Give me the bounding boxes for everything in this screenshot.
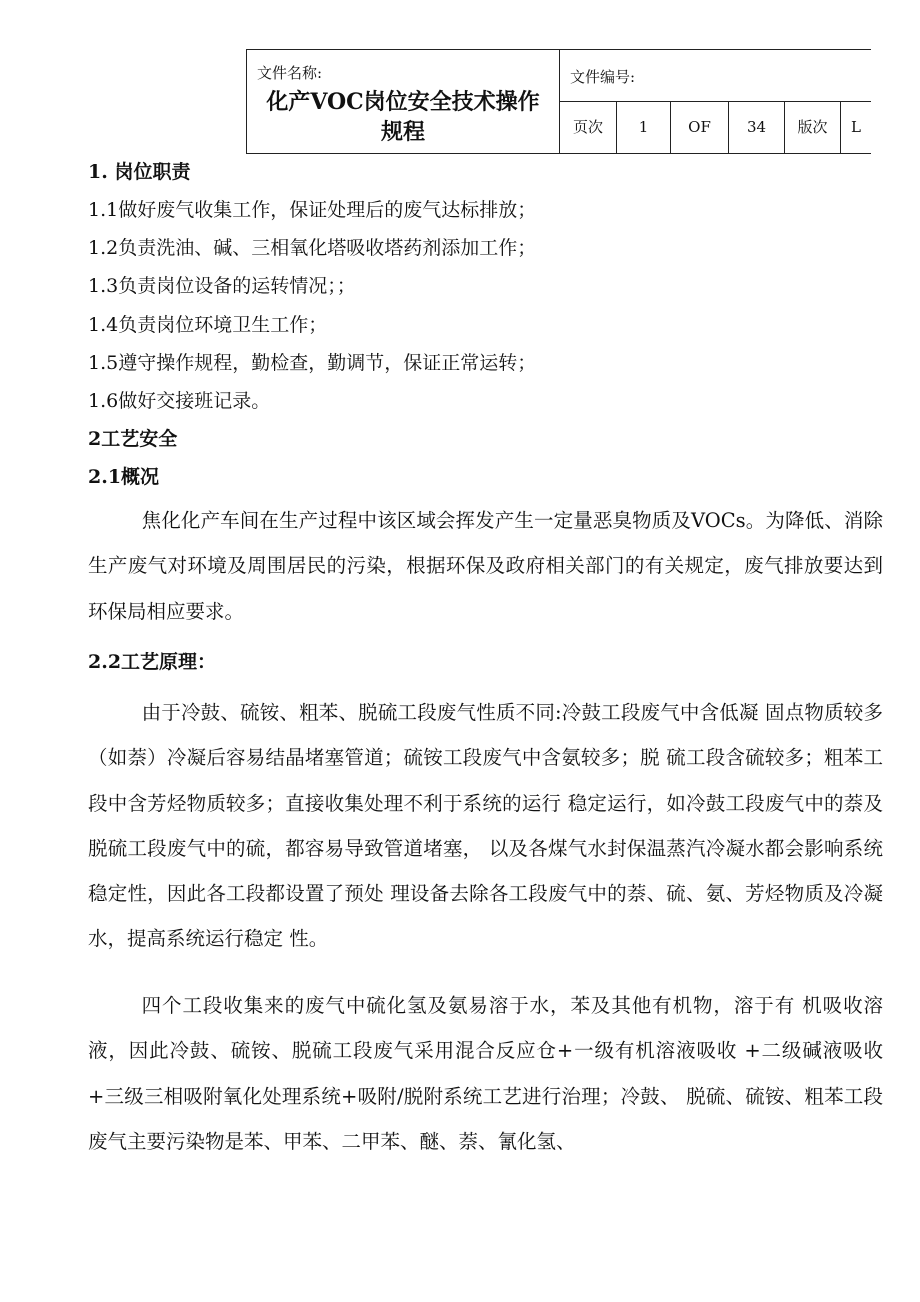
duty-item: 1.5遵守操作规程，勤检查，勤调节，保证正常运转； xyxy=(88,352,537,374)
document-title xyxy=(247,87,559,147)
duty-item: 1.1做好废气收集工作，保证处理后的废气达标排放； xyxy=(88,199,537,221)
of-label: OF xyxy=(671,102,729,153)
file-number-cell xyxy=(560,50,871,102)
duty-item: 1.2负责洗油、碱、三相氧化塔吸收塔药剂添加工作； xyxy=(88,237,537,259)
version-value: L xyxy=(851,118,861,136)
duty-item: 1.3负责岗位设备的运转情况；； xyxy=(88,275,356,297)
section2-1-heading: 2.1概况 xyxy=(88,466,160,488)
section1-heading: 1. 岗位职责 xyxy=(88,161,191,183)
duty-item: 1.4负责岗位环境卫生工作； xyxy=(88,314,328,336)
section2-heading: 2工艺安全 xyxy=(88,428,178,450)
document-header-table xyxy=(246,49,871,154)
duty-item: 1.6做好交接班记录。 xyxy=(88,390,271,412)
page-label: 页次 xyxy=(560,102,617,153)
document-title-line2: 规程 xyxy=(380,119,425,145)
section2-2-heading: 2.2工艺原理： xyxy=(88,651,217,673)
version-label: 版次 xyxy=(785,102,841,153)
page-number: 1 xyxy=(617,102,671,153)
total-pages: 34 xyxy=(729,102,785,153)
page-info-row xyxy=(560,102,871,153)
principle-paragraph-2: 四个工段收集来的废气中硫化氢及氨易溶于水，苯及其他有机物，溶于有 机吸收溶液，因此冷鼓、硫铵、脱硫工段废气采用混合反应仓+一级有机溶液吸收 +二级碱液吸收+三级三相吸附氧化处理系统+吸附/脱附系统工艺进行治理；冷鼓、 脱硫、硫铵、粗苯工段废气主要污染物是苯、甲苯、二甲苯、醚、萘、氰化氢、 xyxy=(88,994,883,1153)
file-name-cell xyxy=(247,50,560,153)
file-number-label: 文件编号: xyxy=(570,68,636,86)
file-name-label: 文件名称: xyxy=(257,64,323,82)
document-title-line1: 化产VOC岗位安全技术操作 xyxy=(266,89,540,115)
principle-paragraph-1: 由于冷鼓、硫铵、粗苯、脱硫工段废气性质不同:冷鼓工段废气中含低凝 固点物质较多（如萘）冷凝后容易结晶堵塞管道；硫铵工段废气中含氨较多；脱 硫工段含硫较多；粗苯工段中含芳烃物质较多；直接收集处理不利于系统的运行 稳定运行，如冷鼓工段废气中的萘及脱硫工段废气中的硫，都容易导致管道堵塞， 以及各煤气水封保温蒸汽冷凝水都会影响系统稳定性，因此各工段都设置了预处 理设备去除各工段废气中的萘、硫、氨、芳烃物质及冷凝水，提高系统运行稳定 性。 xyxy=(88,701,883,951)
overview-paragraph: 焦化化产车间在生产过程中该区域会挥发产生一定量恶臭物质及VOCs。为降低、消除生产废气对环境及周围居民的污染，根据环保及政府相关部门的有关规定，废气排放要达到环保局相应要求。 xyxy=(88,509,883,623)
